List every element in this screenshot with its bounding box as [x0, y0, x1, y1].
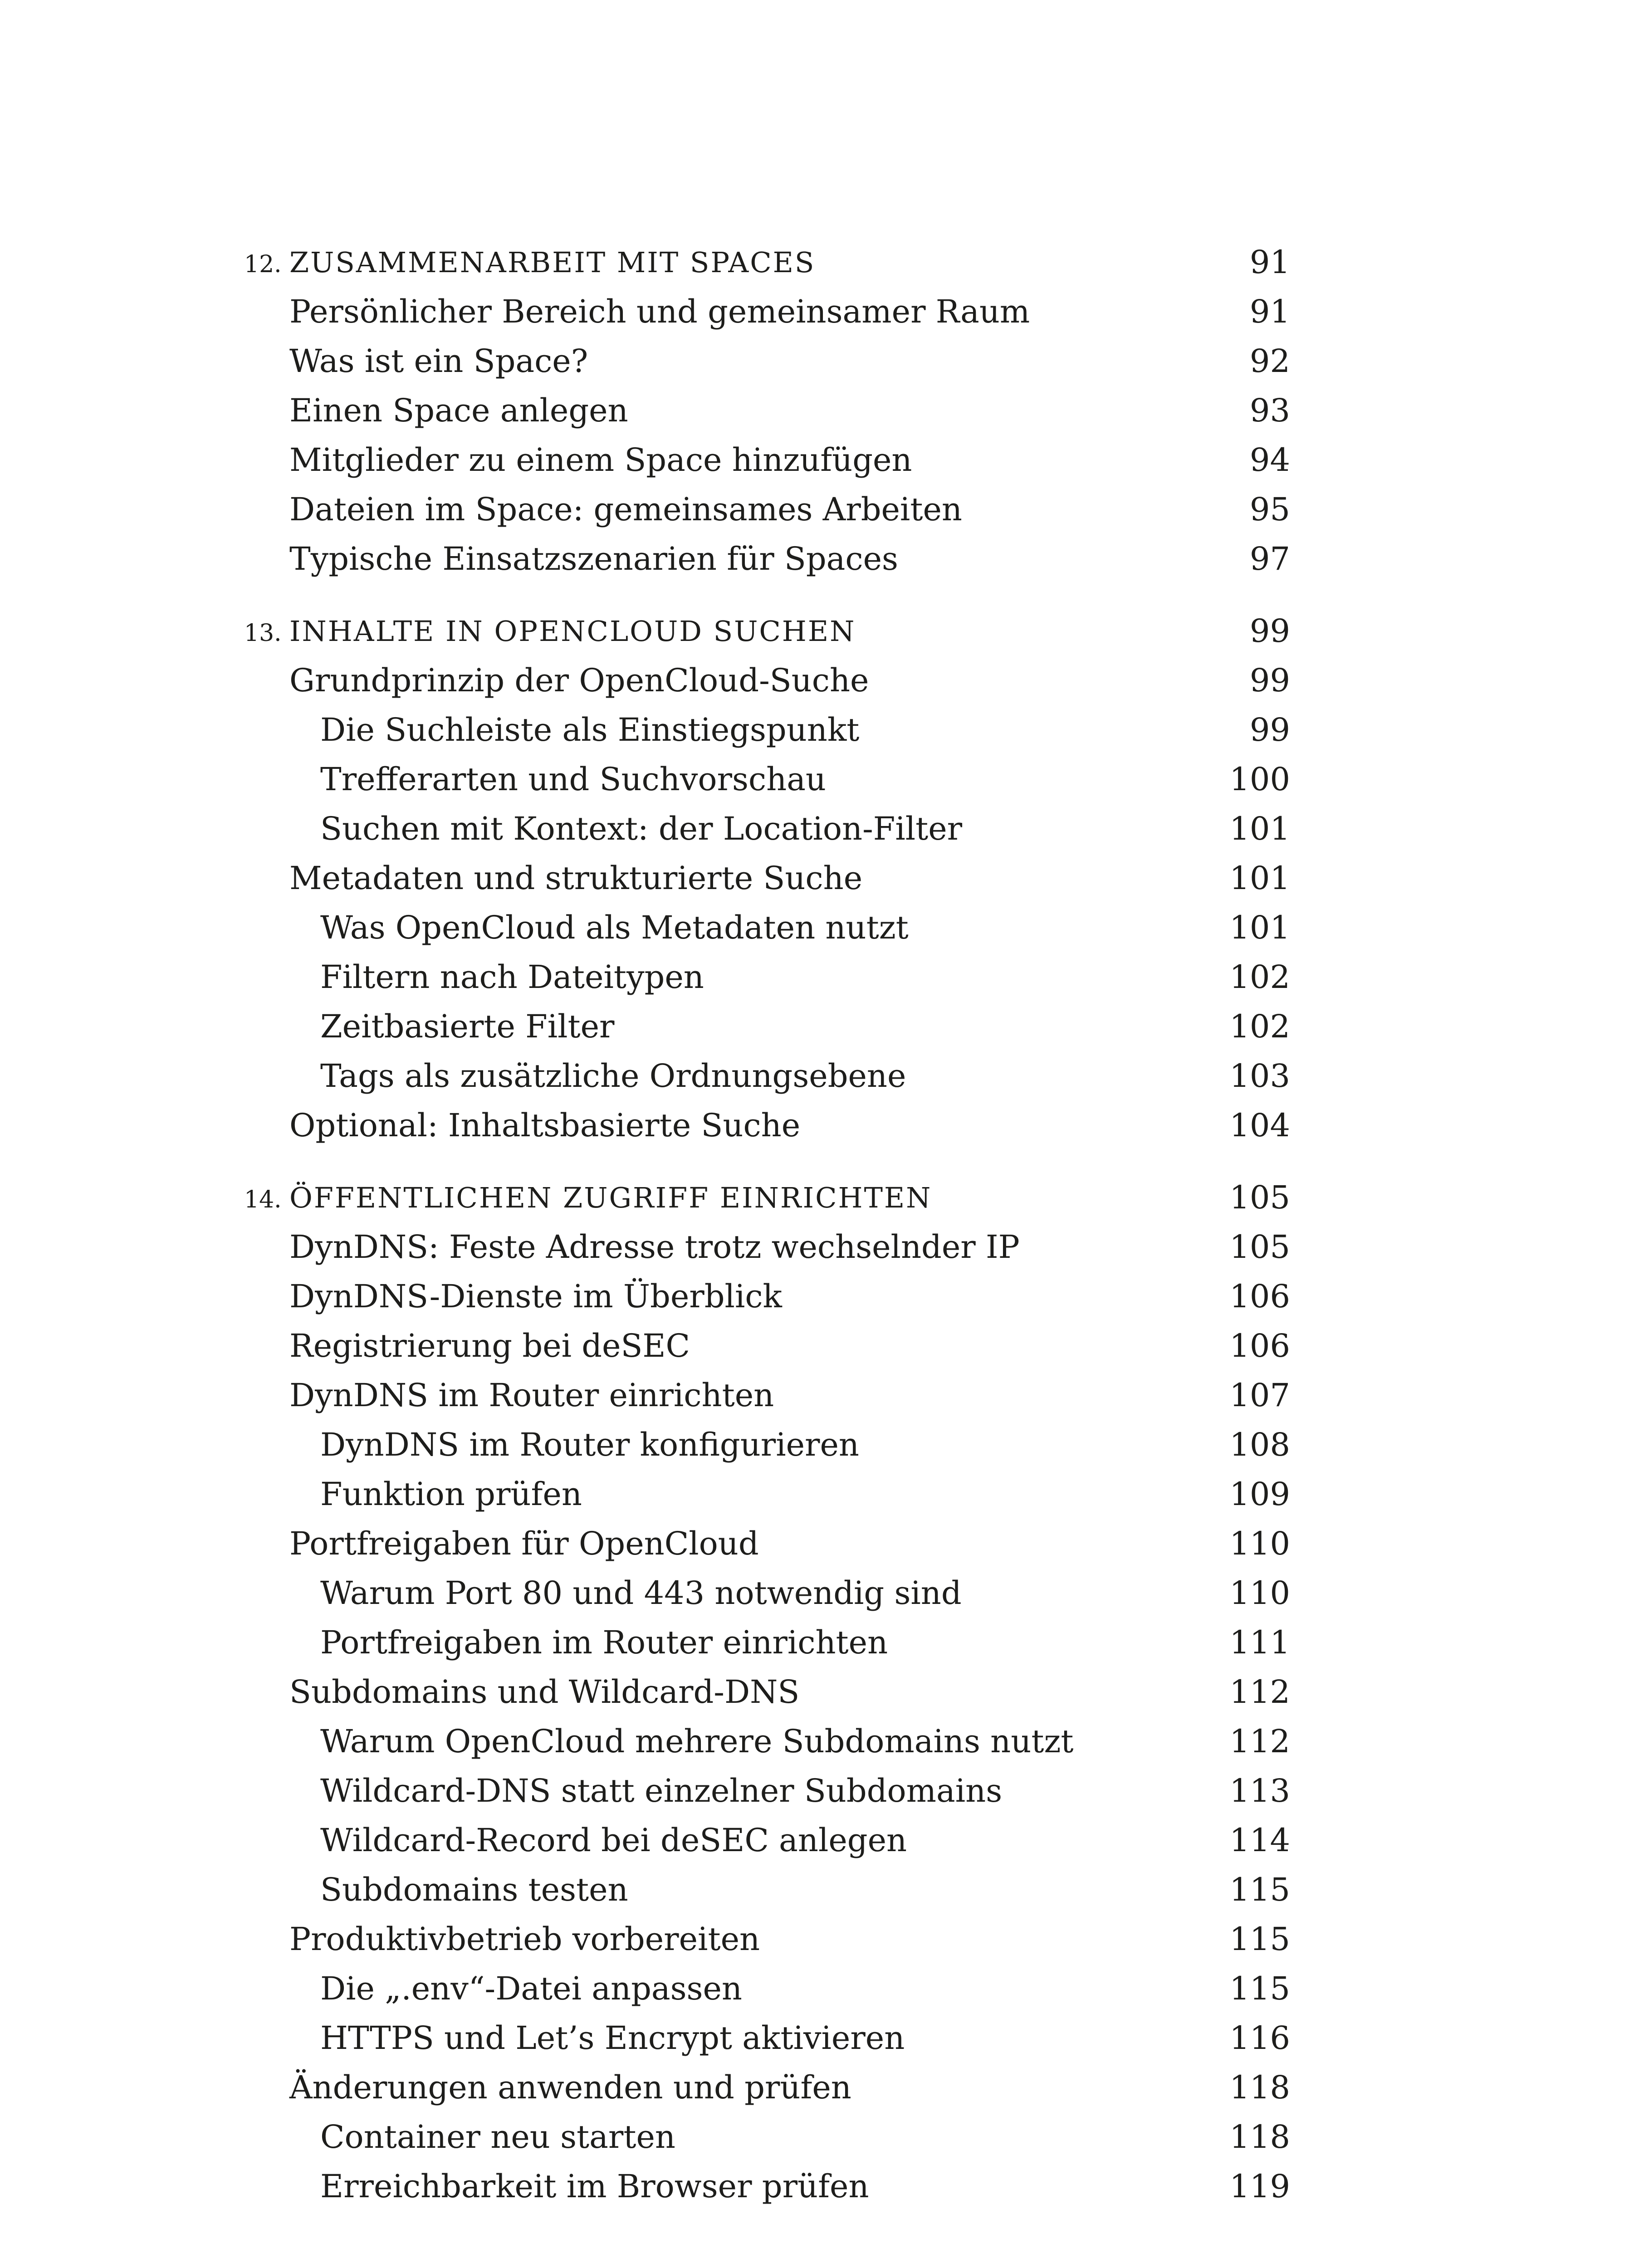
toc-entry[interactable]: [244, 1101, 1290, 1150]
toc-subentry[interactable]: [244, 1618, 1290, 1667]
toc-subentry[interactable]: [244, 1051, 1290, 1101]
page-number: 103: [1229, 1057, 1290, 1095]
entry-title: DynDNS-Dienste im Überblick: [289, 1278, 782, 1315]
toc-subentry[interactable]: [244, 1964, 1290, 2014]
toc-subentry[interactable]: [244, 2112, 1290, 2162]
toc-entry[interactable]: [244, 435, 1290, 485]
entry-title: Wildcard-Record bei deSEC anlegen: [320, 1822, 907, 1859]
page-number: 110: [1229, 1525, 1290, 1562]
chapter-title: [244, 1173, 932, 1225]
entry-title: Container neu starten: [320, 2118, 675, 2156]
page-number: 110: [1229, 1574, 1290, 1612]
page-number: 101: [1229, 909, 1290, 946]
entry-title: Dateien im Space: gemeinsames Arbeiten: [289, 491, 962, 528]
toc-subentry[interactable]: [244, 953, 1290, 1002]
page-number: 105: [1229, 1228, 1290, 1266]
entry-title: Persönlicher Bereich und gemeinsamer Raum: [289, 293, 1030, 330]
toc-entry[interactable]: [244, 854, 1290, 903]
toc-subentry[interactable]: [244, 1470, 1290, 1519]
page-number: 105: [1229, 1179, 1290, 1216]
toc-entry[interactable]: [244, 1321, 1290, 1371]
page-number: 104: [1229, 1107, 1290, 1144]
entry-title: Registrierung bei deSEC: [289, 1327, 690, 1364]
entry-title: Subdomains testen: [320, 1871, 628, 1908]
page-number: 111: [1229, 1624, 1290, 1661]
entry-title: DynDNS: Feste Adresse trotz wechselnder IP: [289, 1228, 1020, 1266]
chapter-number: 14.: [244, 1186, 282, 1213]
entry-title: Typische Einsatzszenarien für Spaces: [289, 540, 898, 577]
entry-title: Funktion prüfen: [320, 1476, 582, 1513]
chapter-title-text: INHALTE IN OPENCLOUD SUCHEN: [289, 615, 856, 648]
page-number: 119: [1229, 2168, 1290, 2205]
chapter-title: [244, 238, 815, 289]
page-number: 97: [1249, 540, 1290, 577]
entry-title: Optional: Inhaltsbasierte Suche: [289, 1107, 801, 1144]
entry-title: Erreichbarkeit im Browser prüfen: [320, 2168, 869, 2205]
entry-title: Portfreigaben für OpenCloud: [289, 1525, 759, 1562]
entry-title: Suchen mit Kontext: der Location-Filter: [320, 810, 963, 847]
page-number: 101: [1229, 860, 1290, 897]
table-of-contents: [244, 238, 1290, 2211]
toc-entry[interactable]: [244, 485, 1290, 534]
toc-entry[interactable]: [244, 1915, 1290, 1964]
toc-subentry[interactable]: [244, 705, 1290, 755]
page-number: 114: [1229, 1822, 1290, 1859]
toc-chapter-12[interactable]: [244, 238, 1290, 287]
entry-title: Änderungen anwenden und prüfen: [289, 2069, 851, 2106]
page-number: 106: [1229, 1327, 1290, 1364]
toc-entry[interactable]: [244, 386, 1290, 435]
toc-entry[interactable]: [244, 287, 1290, 337]
chapter-title-text: ZUSAMMENARBEIT MIT SPACES: [289, 246, 816, 279]
toc-subentry[interactable]: [244, 1816, 1290, 1865]
entry-title: Portfreigaben im Router einrichten: [320, 1624, 888, 1661]
toc-subentry[interactable]: [244, 2162, 1290, 2211]
entry-title: Einen Space anlegen: [289, 392, 628, 429]
page-number: 101: [1229, 810, 1290, 847]
entry-title: Die „.env“-Datei anpassen: [320, 1970, 742, 2007]
page-number: 92: [1249, 342, 1290, 380]
entry-title: Grundprinzip der OpenCloud-Suche: [289, 662, 869, 699]
entry-title: Was ist ein Space?: [289, 342, 588, 380]
toc-subentry[interactable]: [244, 1865, 1290, 1915]
page-number: 113: [1229, 1772, 1290, 1809]
toc-subentry[interactable]: [244, 1766, 1290, 1816]
page-number: 115: [1229, 1871, 1290, 1908]
page-number: 102: [1229, 958, 1290, 996]
page-number: 99: [1249, 711, 1290, 748]
page-number: 91: [1249, 293, 1290, 330]
entry-title: Filtern nach Dateitypen: [320, 958, 704, 996]
entry-title: Subdomains und Wildcard-DNS: [289, 1673, 800, 1711]
entry-title: Metadaten und strukturierte Suche: [289, 860, 863, 897]
entry-title: Wildcard-DNS statt einzelner Subdomains: [320, 1772, 1003, 1809]
toc-entry[interactable]: [244, 1667, 1290, 1717]
toc-entry[interactable]: [244, 1371, 1290, 1420]
toc-entry[interactable]: [244, 656, 1290, 705]
chapter-number: 12.: [244, 251, 282, 278]
toc-entry[interactable]: [244, 534, 1290, 584]
toc-subentry[interactable]: [244, 1569, 1290, 1618]
page-number: 102: [1229, 1008, 1290, 1045]
page-number: 108: [1229, 1426, 1290, 1463]
toc-subentry[interactable]: [244, 1717, 1290, 1766]
toc-entry[interactable]: [244, 1272, 1290, 1321]
page-number: 116: [1229, 2019, 1290, 2057]
entry-title: Was OpenCloud als Metadaten nutzt: [320, 909, 909, 946]
toc-subentry[interactable]: [244, 1002, 1290, 1051]
entry-title: Mitglieder zu einem Space hinzufügen: [289, 441, 912, 479]
chapter-spacer: [244, 584, 1290, 606]
page-number: 115: [1229, 1921, 1290, 1958]
page-number: 115: [1229, 1970, 1290, 2007]
chapter-spacer: [244, 1150, 1290, 1173]
entry-title: HTTPS und Let’s Encrypt aktivieren: [320, 2019, 905, 2057]
page-number: 112: [1229, 1673, 1290, 1711]
chapter-title-text: ÖFFENTLICHEN ZUGRIFF EINRICHTEN: [289, 1181, 932, 1214]
entry-title: Die Suchleiste als Einstiegspunkt: [320, 711, 860, 748]
toc-entry[interactable]: [244, 337, 1290, 386]
page-number: 112: [1229, 1723, 1290, 1760]
toc-subentry[interactable]: [244, 2014, 1290, 2063]
entry-title: DynDNS im Router konfigurieren: [320, 1426, 860, 1463]
page-number: 95: [1249, 491, 1290, 528]
page-number: 93: [1249, 392, 1290, 429]
page-number: 99: [1249, 662, 1290, 699]
toc-subentry[interactable]: [244, 903, 1290, 953]
entry-title: Trefferarten und Suchvorschau: [320, 761, 827, 798]
entry-title: Warum Port 80 und 443 notwendig sind: [320, 1574, 962, 1612]
entry-title: Warum OpenCloud mehrere Subdomains nutzt: [320, 1723, 1074, 1760]
page-number: 118: [1229, 2069, 1290, 2106]
page-number: 107: [1229, 1377, 1290, 1414]
page-number: 109: [1229, 1476, 1290, 1513]
toc-entry[interactable]: [244, 2063, 1290, 2112]
entry-title: Tags als zusätzliche Ordnungsebene: [320, 1057, 906, 1095]
toc-entry[interactable]: [244, 1222, 1290, 1272]
entry-title: DynDNS im Router einrichten: [289, 1377, 774, 1414]
chapter-number: 13.: [244, 620, 282, 647]
entry-title: Produktivbetrieb vorbereiten: [289, 1921, 760, 1958]
page-number: 94: [1249, 441, 1290, 479]
page-number: 118: [1229, 2118, 1290, 2156]
entry-title: Zeitbasierte Filter: [320, 1008, 615, 1045]
page-number: 91: [1249, 244, 1290, 281]
page-number: 99: [1249, 612, 1290, 650]
toc-chapter-14[interactable]: [244, 1173, 1290, 1222]
toc-subentry[interactable]: [244, 804, 1290, 854]
page-number: 100: [1229, 761, 1290, 798]
toc-entry[interactable]: [244, 1519, 1290, 1569]
chapter-title: [244, 606, 856, 658]
toc-chapter-13[interactable]: [244, 606, 1290, 656]
toc-subentry[interactable]: [244, 755, 1290, 804]
toc-subentry[interactable]: [244, 1420, 1290, 1470]
page-number: 106: [1229, 1278, 1290, 1315]
